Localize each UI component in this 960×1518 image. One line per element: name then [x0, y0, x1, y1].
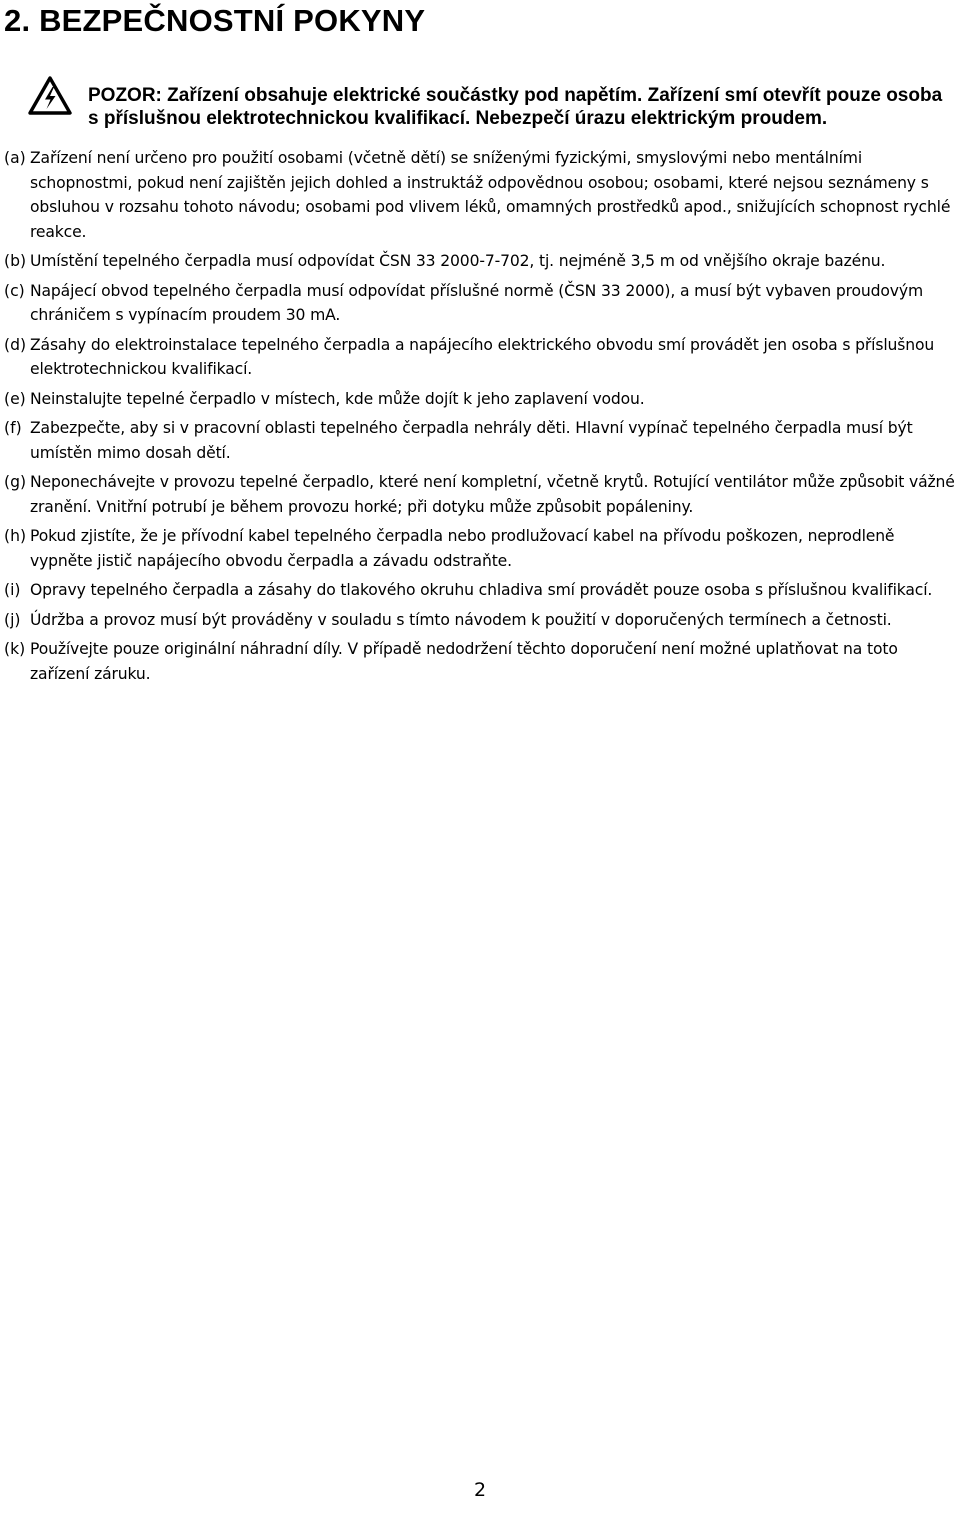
electrical-warning-text: POZOR: Zařízení obsahuje elektrické součástky pod napětím. Zařízení smí otevřít pouze osoba s příslušnou elektrotechnickou kvalifikací. Nebezpečí úrazu elektrickým proudem. [88, 85, 943, 129]
list-item [4, 249, 956, 274]
list-item-text: Pokud zjistíte, že je přívodní kabel tepelného čerpadla nebo prodlužovací kabel na přívodu poškozen, neprodleně vypněte jistič napájecího obvodu čerpadla a závadu odstraňte. [30, 527, 895, 570]
list-item-text: Zásahy do elektroinstalace tepelného čerpadla a napájecího elektrického obvodu smí provádět jen osoba s příslušnou elektrotechnickou kvalifikací. [30, 335, 935, 378]
electrical-hazard-warning-icon [28, 76, 72, 116]
list-item [4, 333, 956, 382]
list-item [4, 578, 956, 603]
list-item-label: (c) [4, 281, 25, 300]
list-item [4, 279, 956, 328]
list-item-label: (g) [4, 473, 27, 491]
list-item-label: (e) [4, 389, 26, 408]
list-item [4, 470, 956, 519]
list-item-text: Napájecí obvod tepelného čerpadla musí odpovídat příslušné normě (ČSN 33 2000), a musí být vybaven proudovým chráničem s vypínacím proudem 30 mA. [30, 281, 924, 324]
list-item-text: Zabezpečte, aby si v pracovní oblasti tepelného čerpadla nehrály děti. Hlavní vypínač tepelného čerpadla musí být umístěn mimo dosah dětí. [30, 419, 913, 462]
list-item-text: Používejte pouze originální náhradní díly. V případě nedodržení těchto doporučení není možné uplatňovat na toto zařízení záruku. [30, 640, 898, 683]
safety-instructions-list [4, 146, 956, 691]
list-item [4, 387, 956, 412]
list-item-text: Neponechávejte v provozu tepelné čerpadlo, které není kompletní, včetně krytů. Rotující ventilátor může způsobit vážné zranění. Vnitřní potrubí je během provozu horké; při dotyku může způsobit popáleniny. [30, 473, 955, 516]
list-item [4, 637, 956, 686]
list-item-label: (a) [4, 149, 26, 167]
page-title: 2. BEZPEČNOSTNÍ POKYNY [4, 3, 426, 38]
list-item-label: (b) [4, 252, 27, 270]
list-item [4, 146, 956, 244]
list-item-text: Údržba a provoz musí být prováděny v souladu s tímto návodem k použití v doporučených termínech a četnosti. [30, 610, 892, 629]
list-item-text: Zařízení není určeno pro použití osobami (včetně dětí) se sníženými fyzickými, smyslovými nebo mentálními schopnostmi, pokud není zajištěn jejich dohled a instruktáž odpovědnou osobou; osobami, které nejsou seznámeny s obsluhou v rozsahu tohoto návodu; osobami pod vlivem léků, omamných prostředků apod., snižujících schopnost rychlé reakce. [30, 149, 951, 241]
list-item [4, 608, 956, 633]
list-item-label: (h) [4, 527, 27, 545]
list-item-text: Umístění tepelného čerpadla musí odpovídat ČSN 33 2000-7-702, tj. nejméně 3,5 m od vnějšího okraje bazénu. [30, 252, 886, 270]
list-item-label: (f) [4, 419, 22, 437]
list-item-label: (k) [4, 640, 26, 658]
list-item-text: Neinstalujte tepelné čerpadlo v místech, kde může dojít k jeho zaplavení vodou. [30, 389, 645, 408]
list-item-text: Opravy tepelného čerpadla a zásahy do tlakového okruhu chladiva smí provádět pouze osoba s příslušnou kvalifikací. [30, 581, 933, 599]
page-number: 2 [474, 1479, 487, 1501]
list-item [4, 524, 956, 573]
list-item-label: (d) [4, 335, 27, 354]
list-item-label: (j) [4, 610, 21, 629]
list-item-label: (i) [4, 581, 21, 599]
list-item [4, 416, 956, 465]
